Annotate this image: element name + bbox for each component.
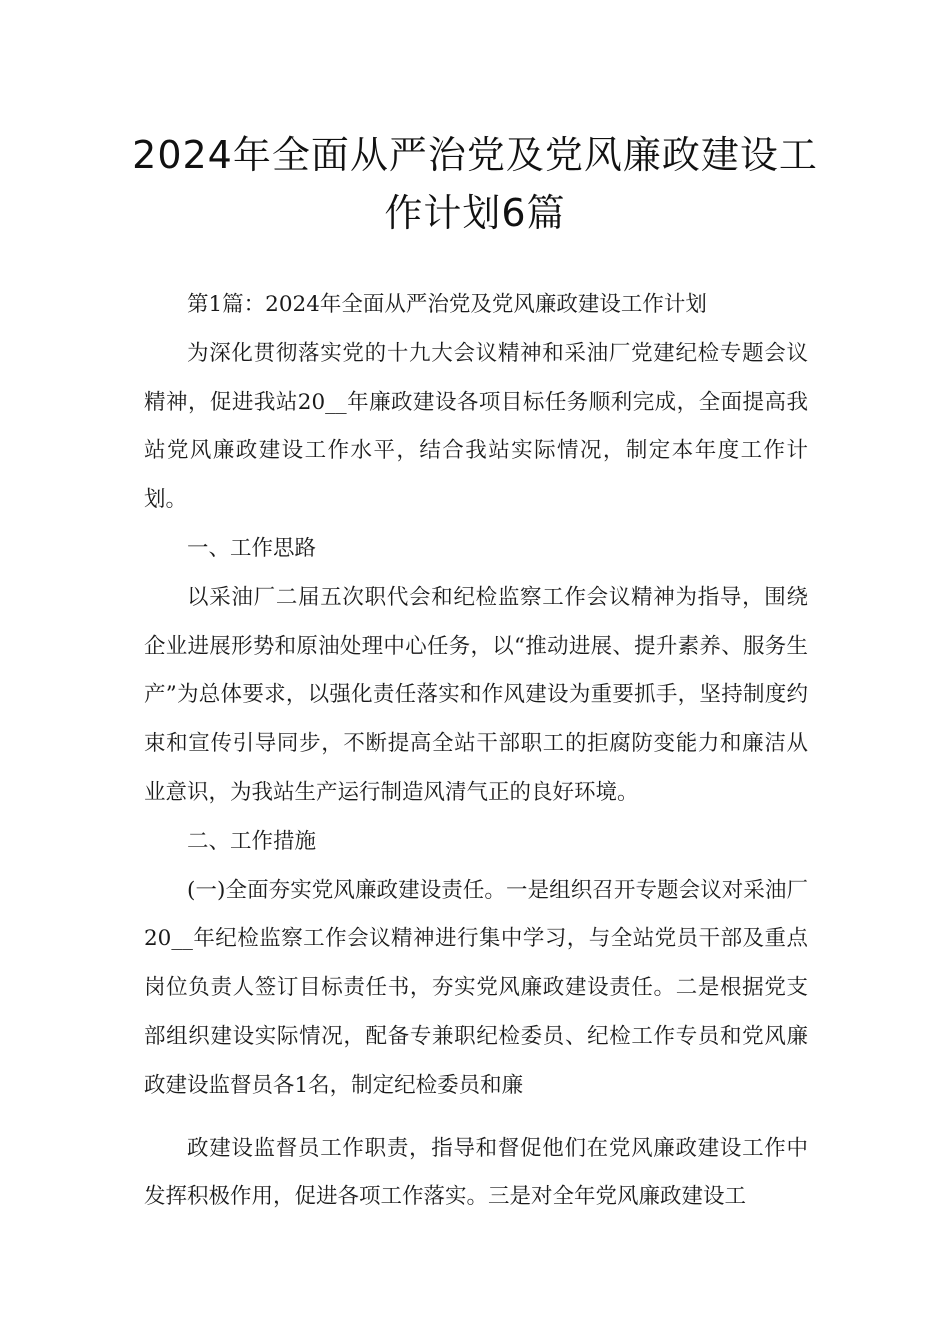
- intro-paragraph: 为深化贯彻落实党的十九大会议精神和采油厂党建纪检专题会议精神，促进我站20__年廉政建设各项目标任务顺利完成，全面提高我站党风廉政建设工作水平，结合我站实际情况，制定本年度工作计划。: [144, 340, 808, 513]
- measure-1-paragraph: (一)全面夯实党风廉政建设责任。一是组织召开专题会议对采油厂20__年纪检监察工作会议精神进行集中学习，与全站党员干部及重点岗位负责人签订目标责任书，夯实党风廉政建设责任。二是根据党支部组织建设实际情况，配备专兼职纪检委员、纪检工作专员和党风廉政建设监督员各1名，制定纪检委员和廉: [144, 877, 808, 1098]
- document-title: 2024年全面从严治党及党风廉政建设工作计划6篇: [132, 133, 818, 235]
- section-heading-work-measures: 二、工作措施: [187, 828, 317, 854]
- document-body: [144, 281, 808, 1222]
- section-heading-work-approach: 一、工作思路: [187, 535, 317, 561]
- measure-1-continued-paragraph: 政建设监督员工作职责，指导和督促他们在党风廉政建设工作中发挥积极作用，促进各项工作落实。三是对全年党风廉政建设工: [144, 1135, 808, 1210]
- work-approach-paragraph: 以采油厂二届五次职代会和纪检监察工作会议精神为指导，围绕企业进展形势和原油处理中心任务，以“推动进展、提升素养、服务生产”为总体要求，以强化责任落实和作风建设为重要抓手，坚持制度约束和宣传引导同步，不断提高全站干部职工的拒腐防变能力和廉洁从业意识，为我站生产运行制造风清气正的良好环境。: [144, 584, 808, 805]
- section-heading-part-1: 第1篇：2024年全面从严治党及党风廉政建设工作计划: [187, 292, 707, 317]
